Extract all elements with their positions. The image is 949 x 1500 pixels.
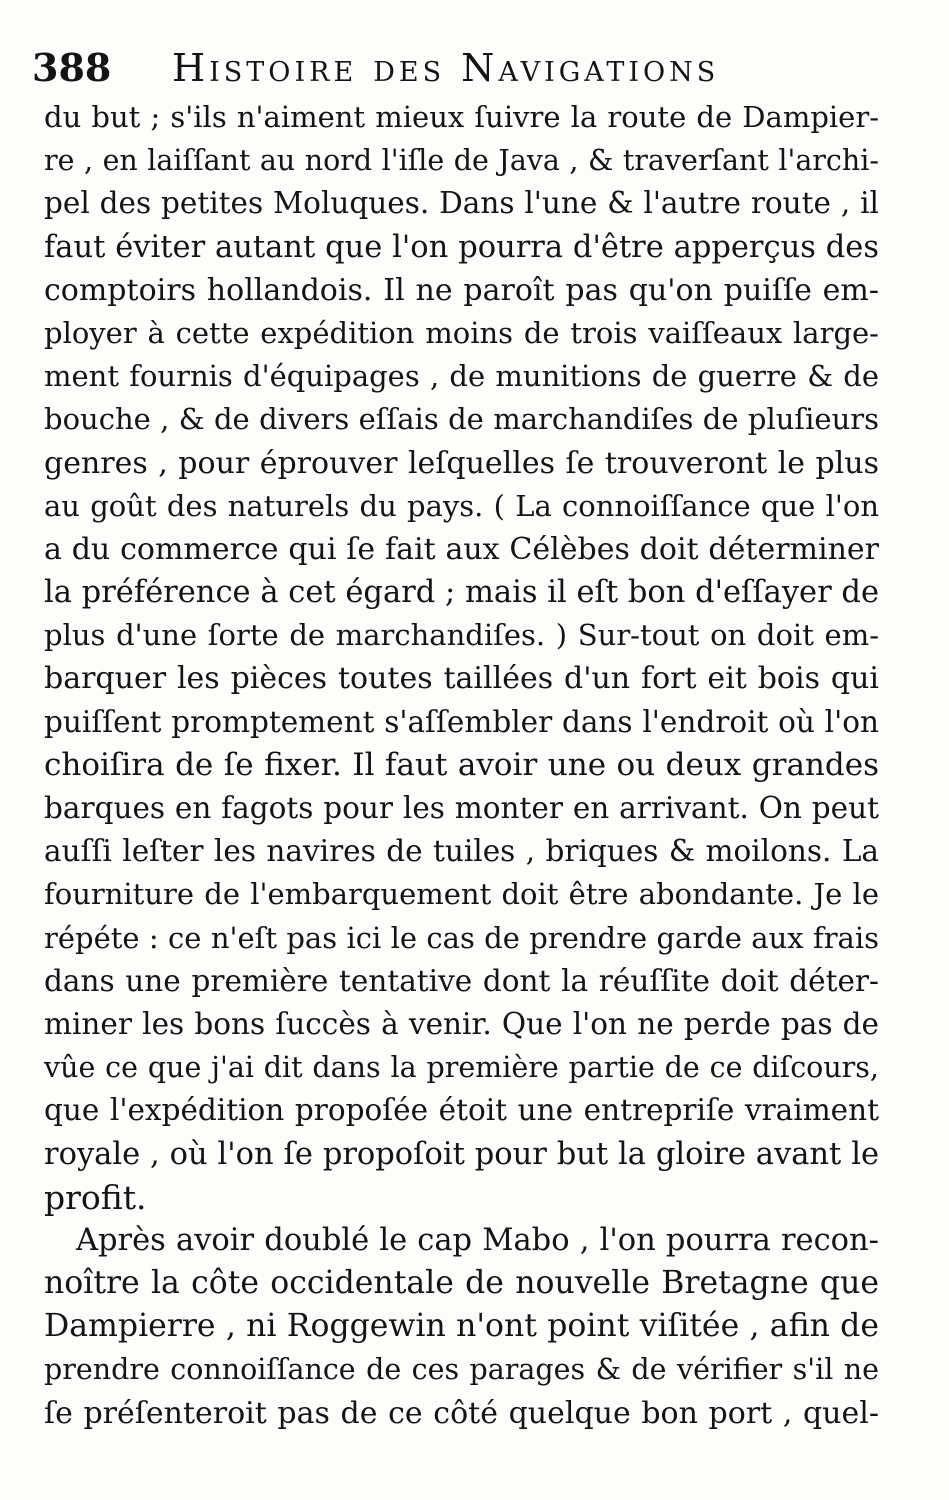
text-line: du but ; s'ils n'aiment mieux ſuivre la route de Dampier- (44, 100, 879, 134)
text-line: ſe préſenteroit pas de ce côté quelque bon port , quel- (44, 1395, 879, 1431)
text-line: re , en laiſſant au nord l'iſle de Java , & traverſant l'archi- (44, 144, 879, 178)
text-line: ployer à cette expédition moins de trois vaiſſeaux large- (44, 315, 879, 350)
text-line: Dampierre , ni Roggewin n'ont point viſitée , afin de (44, 1308, 879, 1345)
page-number: 388 (32, 45, 112, 90)
text-line: répéte : ce n'eſt pas ici le cas de prendre garde aux frais (44, 920, 879, 955)
running-title: Histoire des Navigations (172, 46, 720, 90)
text-line: la préférence à cet égard ; mais il eſt bon d'eſſayer de (44, 575, 879, 611)
text-line: barques en fagots pour les monter en arrivant. On peut (44, 791, 879, 825)
text-line: genres , pour éprouver leſquelles ſe trouveront le plus (44, 445, 879, 481)
text-line: pel des petites Moluques. Dans l'une & l'autre route , il (44, 186, 879, 221)
text-line: fourniture de l'embarquement doit être abondante. Je le (44, 877, 879, 912)
text-line: auſſi leſter les navires de tuiles , briques & moilons. La (44, 834, 879, 869)
text-line-paragraph-end: profit. (44, 1177, 147, 1217)
text-line: barquer les pièces toutes taillées d'un fort eit bois qui (44, 661, 879, 697)
text-line: a du commerce qui ſe fait aux Célèbes doit déterminer (44, 531, 879, 567)
text-line: puiſſent promptement s'aſſembler dans l'endroit où l'on (44, 704, 879, 739)
text-line: au goût des naturels du pays. ( La connoiſſance que l'on (44, 488, 879, 523)
text-line: royale , où l'on ſe propoſoit pour but la gloire avant le (44, 1136, 879, 1172)
text-line: plus d'une ſorte de marchandiſes. ) Sur-tout on doit em- (44, 618, 879, 653)
text-line: choiſira de ſe fixer. Il faut avoir une ou deux grandes (44, 746, 879, 783)
body-text (44, 96, 879, 1435)
text-line: prendre connoiſſance de ces parages & de vérifier s'il ne (44, 1353, 879, 1387)
text-line: comptoirs hollandois. Il ne paroît pas qu'on puiſſe em- (44, 272, 879, 308)
text-line: dans une première tentative dont la réuſſite doit déter- (44, 963, 879, 998)
text-line: faut éviter autant que l'on pourra d'être apperçus des (44, 229, 879, 265)
text-line: bouche , & de divers eſſais de marchandiſes de pluſieurs (44, 402, 879, 437)
text-line: vûe ce que j'ai dit dans la première partie de ce diſcours, (44, 1051, 879, 1085)
text-line: miner les bons ſuccès à venir. Que l'on ne perde pas de (44, 1006, 879, 1041)
text-line: ment fournis d'équipages , de munitions de guerre & de (44, 359, 879, 394)
text-line: que l'expédition propoſée étoit une entrepriſe vraiment (44, 1093, 879, 1128)
text-line-paragraph-start: Après avoir doublé le cap Mabo , l'on pourra recon- (76, 1222, 879, 1258)
page-header (32, 38, 832, 98)
text-line: noître la côte occidentale de nouvelle Bretagne que (44, 1265, 879, 1302)
